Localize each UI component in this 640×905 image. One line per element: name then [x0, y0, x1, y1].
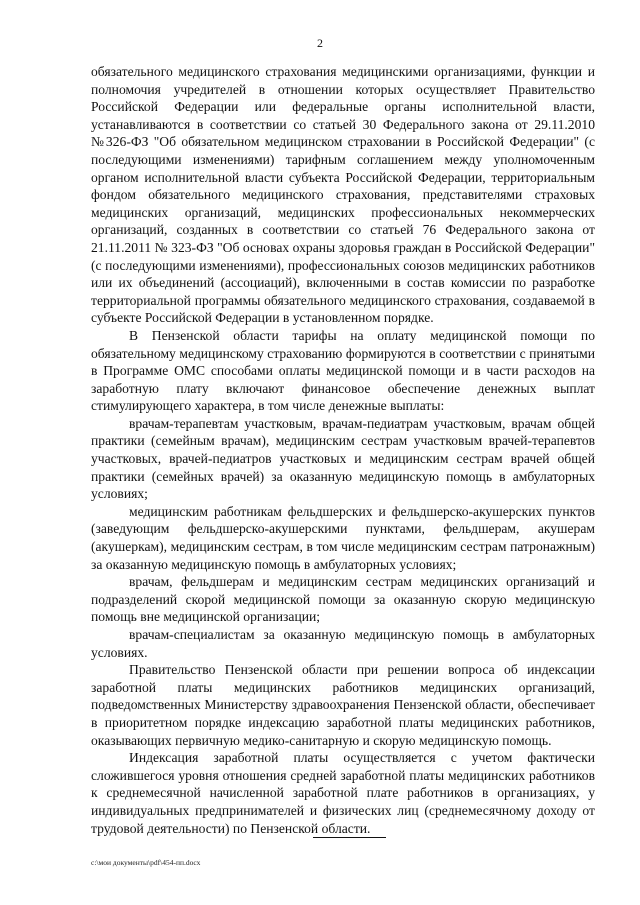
paragraph-emergency-care: врачам, фельдшерам и медицинским сестрам медицинских организаций и подразделений скорой медицинской помощи за оказанную скорую медицинскую помощь вне медицинской организации;: [91, 574, 595, 625]
page-number: 2: [317, 36, 323, 50]
paragraph-continuation: обязательного медицинского страхования медицинскими организациями, функции и полномочия учредителей в отношении которых осуществляет Правительство Российской Федерации или федеральные органы исполнительной власти, устанавливаются в соответствии со статьей 30 Федерального закона от 29.11.2010 №326-ФЗ "Об обязательном медицинском страховании в Российской Федерации" (с последующими изменениями) тарифным соглашением между уполномоченным органом исполнительной власти субъекта Российской Федерации, территориальным фондом обязательного медицинского страхования, представителями страховых медицинских организаций, медицинских профессиональных некоммерческих организаций, созданных в соответствии со статьей 76 Федерального закона от 21.11.2011 № 323-ФЗ "Об основах охраны здоровья граждан в Российской Федерации" (с последующими изменениями), профессиональных союзов медицинских работников или их объединений (ассоциаций), включенными в состав комиссии по разработке территориальной программы обязательного медицинского страхования, создаваемой в субъекте Российской Федерации в установленном порядке.: [91, 64, 595, 326]
paragraph-district-doctors: врачам-терапевтам участковым, врачам-педиатрам участковым, врачам общей практики (семейным врачам), медицинским сестрам участковым врачей-терапевтов участковых, врачей-педиатров участковых и медицинским сестрам врачей общей практики (семейных врачей) за оказанную медицинскую помощь в амбулаторных условиях;: [91, 415, 595, 502]
paragraph-specialists: врачам-специалистам за оказанную медицинскую помощь в амбулаторных условиях.: [91, 627, 595, 660]
footer-file-path: c:\мои документы\pdf\454-пп.docx: [91, 858, 201, 867]
end-rule: [313, 837, 386, 838]
paragraph-salary-indexation: Индексация заработной платы осуществляется с учетом фактически сложившегося уровня отношения средней заработной платы медицинских работников к среднемесячной начисленной заработной плате работников в организациях, у индивидуальных предпринимателей и физических лиц (среднемесячному доходу от трудовой деятельности) по Пензенской области.: [91, 750, 595, 836]
paragraph-feldsher-points: медицинским работникам фельдшерских и фельдшерско-акушерских пунктов (заведующим фельдшерско-акушерскими пунктами, фельдшерам, акушерам (акушеркам), медицинским сестрам, в том числе медицинским сестрам патронажным) за оказанную медицинскую помощь в амбулаторных условиях;: [91, 503, 595, 572]
paragraph-government-indexation: Правительство Пензенской области при решении вопроса об индексации заработной платы медицинских работников медицинских организаций, подведомственных Министерству здравоохранения Пензенской области, обеспечивает в приоритетном порядке индексацию заработной платы медицинских работников, оказывающих первичную медико-санитарную и скорую медицинскую помощь.: [91, 662, 595, 748]
body-text: [91, 63, 595, 837]
paragraph-tariffs: В Пензенской области тарифы на оплату медицинской помощи по обязательному медицинскому страхованию формируются в соответствии с принятыми в Программе ОМС способами оплаты медицинской помощи и в части расходов на заработную плату включают финансовое обеспечение денежных выплат стимулирующего характера, в том числе денежные выплаты:: [91, 327, 595, 414]
